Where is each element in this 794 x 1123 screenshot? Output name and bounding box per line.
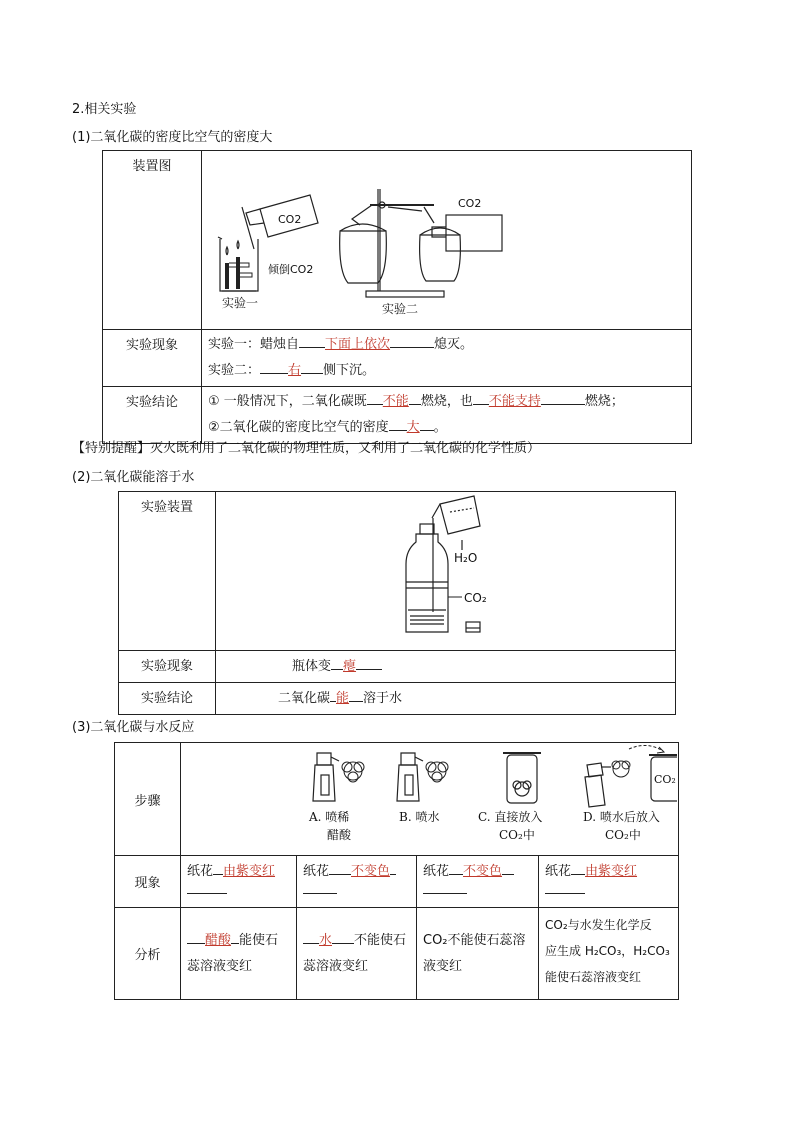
analysis-b bbox=[297, 908, 417, 1000]
spray-bottle-d bbox=[585, 763, 611, 807]
phenomenon-d bbox=[539, 856, 679, 908]
part3-title: (3)二氧化碳与水反应 bbox=[72, 720, 195, 735]
phenomenon-exp2 bbox=[208, 358, 685, 384]
spray-bottle-a bbox=[313, 753, 339, 801]
jar-c bbox=[503, 753, 541, 803]
bottle-ph-prefix: 瓶体变 bbox=[292, 659, 332, 674]
conclusion-label: 实验结论 bbox=[103, 387, 202, 444]
analysis-c bbox=[417, 908, 539, 1000]
co2-label-b: CO2 bbox=[458, 197, 482, 210]
steps-figure bbox=[181, 743, 677, 851]
apparatus-label-2: 实验装置 bbox=[119, 492, 216, 651]
an-b-answer: 水 bbox=[319, 932, 333, 948]
bottle-cap bbox=[466, 622, 480, 632]
bottle-c-prefix: 二氧化碳 bbox=[278, 691, 331, 706]
an-a-l1: 能使石 bbox=[239, 932, 279, 948]
phenomenon-label-2: 实验现象 bbox=[119, 651, 216, 683]
ph-a-prefix: 纸花 bbox=[187, 864, 214, 879]
pour-co2-label: 倾倒CO2 bbox=[268, 263, 314, 276]
an-c-l2: 液变红 bbox=[423, 958, 463, 974]
ph-a-answer: 由紫变红 bbox=[223, 864, 276, 879]
phenomenon-exp1 bbox=[208, 332, 685, 358]
c2-suffix: 。 bbox=[433, 420, 447, 435]
solubility-table bbox=[118, 491, 676, 715]
analysis-a bbox=[181, 908, 297, 1000]
c1-mid: 燃烧，也 bbox=[420, 394, 473, 409]
c2-answer: 大 bbox=[406, 420, 420, 435]
flower-b bbox=[426, 762, 448, 782]
step-c-line1: C. 直接放入 bbox=[478, 810, 543, 824]
steps-cell bbox=[181, 743, 679, 856]
apparatus-figure-cell bbox=[202, 151, 692, 330]
ph-c-answer: 不变色 bbox=[463, 864, 503, 879]
c2-prefix: ②二氧化碳的密度比空气的密度 bbox=[208, 420, 389, 435]
analysis-d bbox=[539, 908, 679, 1000]
density-apparatus-figure bbox=[202, 151, 690, 325]
density-table bbox=[102, 150, 692, 444]
exp2-label: 实验二 bbox=[382, 302, 419, 316]
c1-answer-1: 不能 bbox=[382, 394, 409, 409]
bottle-phenomenon bbox=[216, 651, 676, 683]
step-d-line2: CO₂中 bbox=[605, 828, 641, 842]
c1-prefix: ① 一般情况下，二氧化碳既 bbox=[208, 394, 367, 409]
phenomenon-label: 实验现象 bbox=[103, 330, 202, 387]
apparatus-label: 装置图 bbox=[103, 151, 202, 330]
phenomenon-cell bbox=[202, 330, 692, 387]
an-d-l3: 能使石蕊溶液变红 bbox=[545, 970, 642, 984]
ph2-prefix: 实验二： bbox=[208, 363, 261, 378]
ph1-prefix: 实验一：蜡烛自 bbox=[208, 337, 300, 352]
co2-label: CO₂ bbox=[464, 591, 487, 605]
step-b-line1: B. 喷水 bbox=[399, 810, 440, 824]
conclusion-1 bbox=[208, 389, 685, 415]
conclusion-cell bbox=[202, 387, 692, 444]
ph2-answer: 右 bbox=[288, 363, 302, 378]
step-a-line2: 醋酸 bbox=[327, 828, 352, 842]
ph-c-prefix: 纸花 bbox=[423, 864, 450, 879]
spray-bottle-b bbox=[397, 753, 423, 801]
arrow-d bbox=[629, 745, 663, 751]
an-d-l2: 应生成 H₂CO₃，H₂CO₃ bbox=[545, 944, 670, 958]
step-d-line1: D. 喷水后放入 bbox=[583, 810, 660, 824]
ph1-suffix: 熄灭。 bbox=[434, 337, 474, 352]
ph-b-prefix: 纸花 bbox=[303, 864, 330, 879]
bottle-apparatus-figure bbox=[216, 492, 674, 646]
an-b-l1: 不能使石 bbox=[354, 932, 407, 948]
bottle-ph-answer: 瘪 bbox=[343, 659, 357, 674]
part1-title: (1)二氧化碳的密度比空气的密度大 bbox=[72, 130, 273, 145]
flower-a bbox=[342, 762, 364, 782]
ph-d-answer: 由紫变红 bbox=[585, 864, 638, 879]
phenomenon-c bbox=[417, 856, 539, 908]
step-a-line1: A. 喷稀 bbox=[309, 810, 350, 824]
an-c-l1: CO₂不能使石蕊溶 bbox=[423, 932, 526, 948]
an-a-l2: 蕊溶液变红 bbox=[187, 958, 253, 974]
bottle-c-suffix: 溶于水 bbox=[363, 691, 403, 706]
plastic-bottle bbox=[406, 518, 448, 632]
bottle-c-answer: 能 bbox=[336, 691, 350, 706]
an-a-answer: 醋酸 bbox=[205, 932, 232, 948]
step-c-line2: CO₂中 bbox=[499, 828, 535, 842]
ph2-suffix: 侧下沉。 bbox=[323, 363, 376, 378]
co2-label-a: CO2 bbox=[278, 213, 302, 226]
flower-d bbox=[612, 761, 630, 777]
jar-co2-label: CO₂ bbox=[654, 773, 676, 786]
ph-d-prefix: 纸花 bbox=[545, 864, 572, 879]
exp1-label: 实验一 bbox=[222, 296, 259, 310]
phenomenon-b bbox=[297, 856, 417, 908]
an-d-l1: CO₂与水发生化学反 bbox=[545, 918, 652, 932]
reaction-table bbox=[114, 742, 679, 1000]
beaker-candles-figure bbox=[218, 237, 258, 291]
ph-b-answer: 不变色 bbox=[351, 864, 391, 879]
c1-suffix: 燃烧； bbox=[584, 394, 624, 409]
bottle-figure-cell bbox=[216, 492, 676, 651]
analysis-label: 分析 bbox=[115, 908, 181, 1000]
part2-title: (2)二氧化碳能溶于水 bbox=[72, 470, 195, 485]
phenomenon-a bbox=[181, 856, 297, 908]
steps-label: 步骤 bbox=[115, 743, 181, 856]
c1-answer-2: 不能支持 bbox=[488, 394, 541, 409]
h2o-label: H₂O bbox=[454, 551, 478, 565]
pouring-beaker bbox=[432, 496, 480, 550]
section-title: 2.相关实验 bbox=[72, 102, 137, 117]
bottle-conclusion bbox=[216, 683, 676, 715]
conclusion-label-2: 实验结论 bbox=[119, 683, 216, 715]
an-b-l2: 蕊溶液变红 bbox=[303, 958, 369, 974]
special-tip: 【特别提醒】灭火既利用了二氧化碳的物理性质，又利用了二氧化碳的化学性质） bbox=[72, 441, 541, 456]
phenomena-label: 现象 bbox=[115, 856, 181, 908]
ph1-answer: 下面上依次 bbox=[325, 337, 391, 352]
